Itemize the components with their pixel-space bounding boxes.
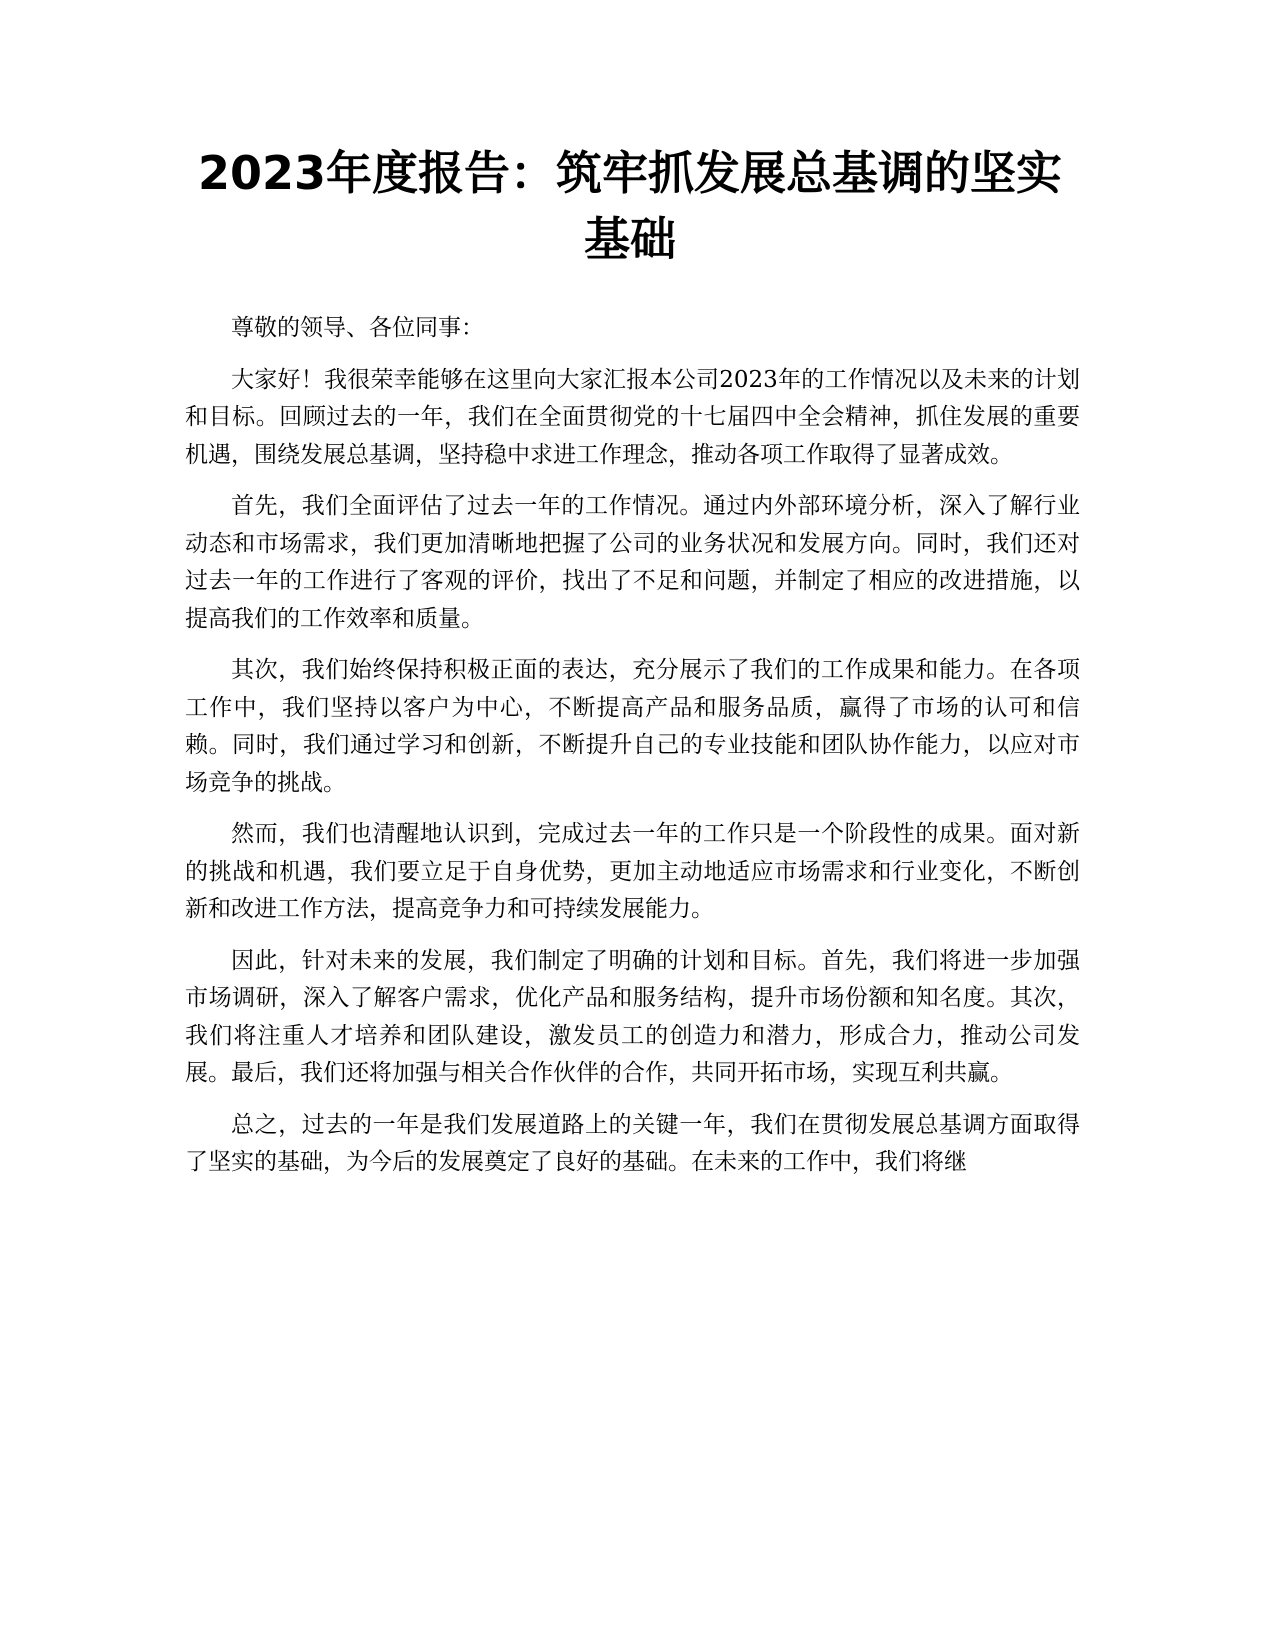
body-paragraph: 总之，过去的一年是我们发展道路上的关键一年，我们在贯彻发展总基调方面取得了坚实的基础，为今后的发展奠定了良好的基础。在未来的工作中，我们将继 bbox=[185, 1111, 1080, 1175]
body-paragraph: 首先，我们全面评估了过去一年的工作情况。通过内外部环境分析，深入了解行业动态和市场需求，我们更加清晰地把握了公司的业务状况和发展方向。同时，我们还对过去一年的工作进行了客观的评价，找出了不足和问题，并制定了相应的改进措施，以提高我们的工作效率和质量。 bbox=[185, 493, 1080, 632]
body-paragraph: 然而，我们也清醒地认识到，完成过去一年的工作只是一个阶段性的成果。面对新的挑战和机遇，我们要立足于自身优势，更加主动地适应市场需求和行业变化，不断创新和改进工作方法，提高竞争力和可持续发展能力。 bbox=[185, 821, 1080, 922]
body-paragraph: 因此，针对未来的发展，我们制定了明确的计划和目标。首先，我们将进一步加强市场调研，深入了解客户需求，优化产品和服务结构，提升市场份额和知名度。其次，我们将注重人才培养和团队建设，激发员工的创造力和潜力，形成合力，推动公司发展。最后，我们还将加强与相关合作伙伴的合作，共同开拓市场，实现互利共赢。 bbox=[185, 947, 1080, 1086]
body-paragraph: 其次，我们始终保持积极正面的表达，充分展示了我们的工作成果和能力。在各项工作中，我们坚持以客户为中心，不断提高产品和服务品质，赢得了市场的认可和信赖。同时，我们通过学习和创新，不断提升自己的专业技能和团队协作能力，以应对市场竞争的挑战。 bbox=[185, 657, 1080, 796]
document-body bbox=[185, 310, 1080, 1196]
salutation-paragraph: 尊敬的领导、各位同事： bbox=[231, 315, 484, 341]
body-paragraph: 大家好！我很荣幸能够在这里向大家汇报本公司2023年的工作情况以及未来的计划和目标。回顾过去的一年，我们在全面贯彻党的十七届四中全会精神，抓住发展的重要机遇，围绕发展总基调，坚持稳中求进工作理念，推动各项工作取得了显著成效。 bbox=[185, 366, 1080, 468]
page-title: 2023年度报告：筑牢抓发展总基调的坚实基础 bbox=[197, 146, 1063, 266]
